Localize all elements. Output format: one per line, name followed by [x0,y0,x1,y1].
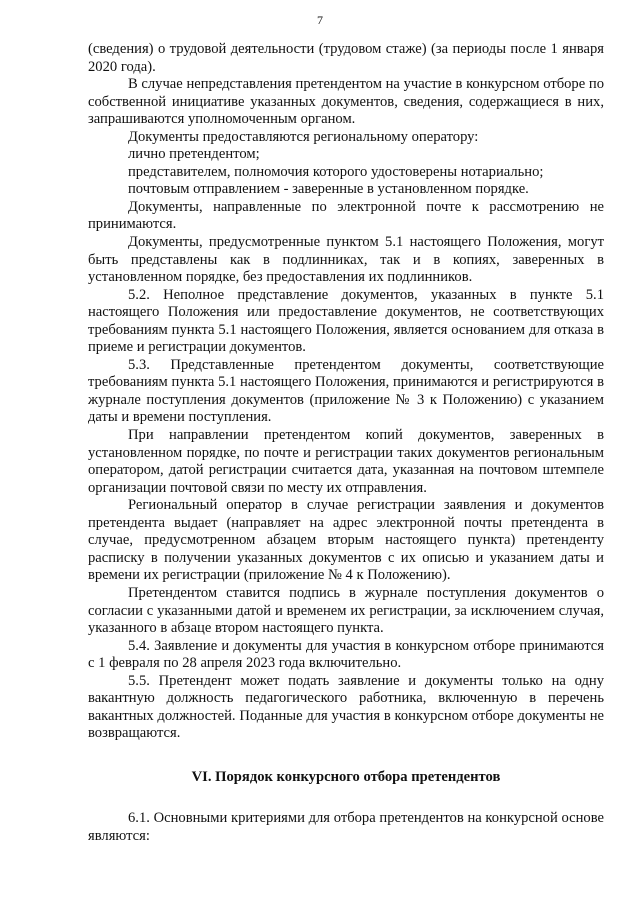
paragraph: представителем, полномочия которого удостоверены нотариально; [128,163,544,180]
paragraph: 5.5. Претендент может подать заявление и документы только на одну вакантную должность педагогического работника, включенную в перечень вакантных должностей. Поданные для участия в конкурсном отборе документы не возвращаются. [88,672,604,742]
paragraphs-after-heading [88,810,604,845]
paragraph: (сведения) о трудовой деятельности (трудовом стаже) (за периоды после 1 января 2020 года). [88,41,604,75]
paragraph: В случае непредставления претендентом на участие в конкурсном отборе по собственной инициативе указанных документов, сведения, содержащиеся в них, запрашиваются уполномоченным органом. [88,76,604,128]
paragraph: Документы, направленные по электронной почте к рассмотрению не принимаются. [88,198,604,233]
paragraph: При направлении претендентом копий документов, заверенных в установленном порядке, по почте и регистрации таких документов региональным оператором, датой регистрации считается дата, указанная на почтовом штемпеле организации почтовой связи по месту их отправления. [88,427,604,496]
paragraph: почтовым отправлением - заверенные в установленном порядке. [128,181,529,198]
paragraph: 6.1. Основными критериями для отбора претендентов на конкурсной основе являются: [88,810,604,844]
paragraph: Документы, предусмотренные пунктом 5.1 настоящего Положения, могут быть представлены как в подлинниках, так и в копиях, заверенных в установленном порядке, без предоставления их подлинников. [88,234,604,286]
paragraph: 5.2. Неполное представление документов, указанных в пункте 5.1 настоящего Положения или предоставление документов, не соответствующих требованиям пункта 5.1 настоящего Положения, является основанием для отказа в приеме и регистрации документов. [88,286,604,356]
paragraph: Региональный оператор в случае регистрации заявления и документов претендента выдает (направляет на адрес электронной почты претендента в случае, предусмотренном абзацем вторым настоящего пункта) претенденту расписку в получении указанных документов с их описью и указанием даты и времени их регистрации (приложение № 4 к Положению). [88,497,604,584]
paragraph: Документы предоставляются региональному оператору: [128,128,479,145]
document-body [88,41,604,846]
paragraph: Претендентом ставится подпись в журнале поступления документов о согласии с указанными датой и временем их регистрации, за исключением случая, указанного в абзаце втором настоящего пункта. [88,584,604,637]
section-heading: VI. Порядок конкурсного отбора претендентов [191,768,501,785]
paragraphs-before-heading [88,41,604,743]
paragraph: 5.3. Представленные претендентом документы, соответствующие требованиям пункта 5.1 настоящего Положения, принимаются и регистрируются в журнале поступления документов (приложение № 3 к Положению) с указанием даты и времени поступления. [88,356,604,426]
paragraph: 5.4. Заявление и документы для участия в конкурсном отборе принимаются с 1 февраля по 28 апреля 2023 года включительно. [88,637,604,672]
paragraph: лично претендентом; [128,146,260,163]
page-number: 7 [317,13,323,27]
